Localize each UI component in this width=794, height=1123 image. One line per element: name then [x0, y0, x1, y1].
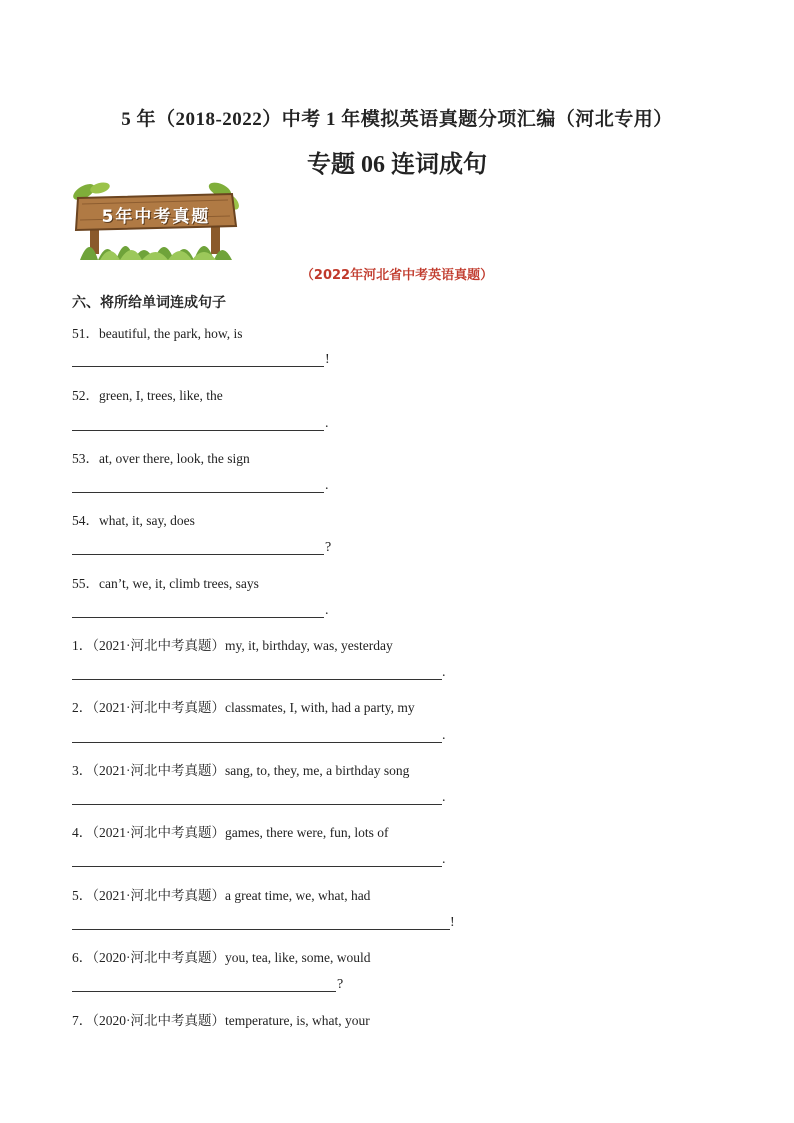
- answer-line-54[interactable]: [72, 554, 324, 555]
- end-punct-53: .: [325, 478, 329, 493]
- question-51: 51．beautiful, the park, how, is: [72, 326, 243, 341]
- document-subtitle: 专题 06 连词成句: [307, 152, 487, 178]
- answer-line-1[interactable]: [72, 679, 442, 680]
- question-7: 7．（2020·河北中考真题）temperature, is, what, your: [72, 1013, 370, 1028]
- answer-line-3[interactable]: [72, 804, 442, 805]
- end-punct-51: !: [325, 352, 330, 367]
- question-3: 3．（2021·河北中考真题）sang, to, they, me, a birthday song: [72, 763, 410, 778]
- question-52: 52．green, I, trees, like, the: [72, 388, 223, 403]
- badge-text: 5年中考真题: [101, 207, 211, 227]
- answer-line-4[interactable]: [72, 866, 442, 867]
- document-title: 5 年（2018-2022）中考 1 年模拟英语真题分项汇编（河北专用）: [121, 109, 673, 130]
- end-punct-55: .: [325, 603, 329, 618]
- section-heading: 六、将所给单词连成句子: [72, 295, 226, 311]
- question-54: 54．what, it, say, does: [72, 513, 195, 528]
- answer-line-2[interactable]: [72, 742, 442, 743]
- answer-line-51[interactable]: [72, 366, 324, 367]
- answer-line-5[interactable]: [72, 929, 450, 930]
- question-1: 1．（2021·河北中考真题）my, it, birthday, was, yesterday: [72, 638, 393, 653]
- end-punct-5: !: [450, 915, 455, 930]
- question-6: 6．（2020·河北中考真题）you, tea, like, some, would: [72, 950, 371, 965]
- question-4: 4．（2021·河北中考真题）games, there were, fun, lots of: [72, 825, 389, 840]
- question-55: 55．can’t, we, it, climb trees, says: [72, 576, 259, 591]
- end-punct-6: ?: [337, 977, 344, 992]
- question-2: 2．（2021·河北中考真题）classmates, I, with, had a party, my: [72, 700, 415, 715]
- end-punct-1: .: [442, 665, 446, 680]
- answer-line-53[interactable]: [72, 492, 324, 493]
- answer-line-52[interactable]: [72, 430, 324, 431]
- end-punct-52: .: [325, 416, 329, 431]
- question-53: 53．at, over there, look, the sign: [72, 451, 250, 466]
- question-5: 5．（2021·河北中考真题）a great time, we, what, had: [72, 888, 371, 903]
- answer-line-6[interactable]: [72, 991, 336, 992]
- badge-banner: [70, 180, 240, 260]
- end-punct-3: .: [442, 790, 446, 805]
- end-punct-2: .: [442, 728, 446, 743]
- answer-line-55[interactable]: [72, 617, 324, 618]
- end-punct-54: ?: [325, 540, 332, 555]
- end-punct-4: .: [442, 852, 446, 867]
- source-label: （2022年河北省中考英语真题）: [300, 268, 494, 283]
